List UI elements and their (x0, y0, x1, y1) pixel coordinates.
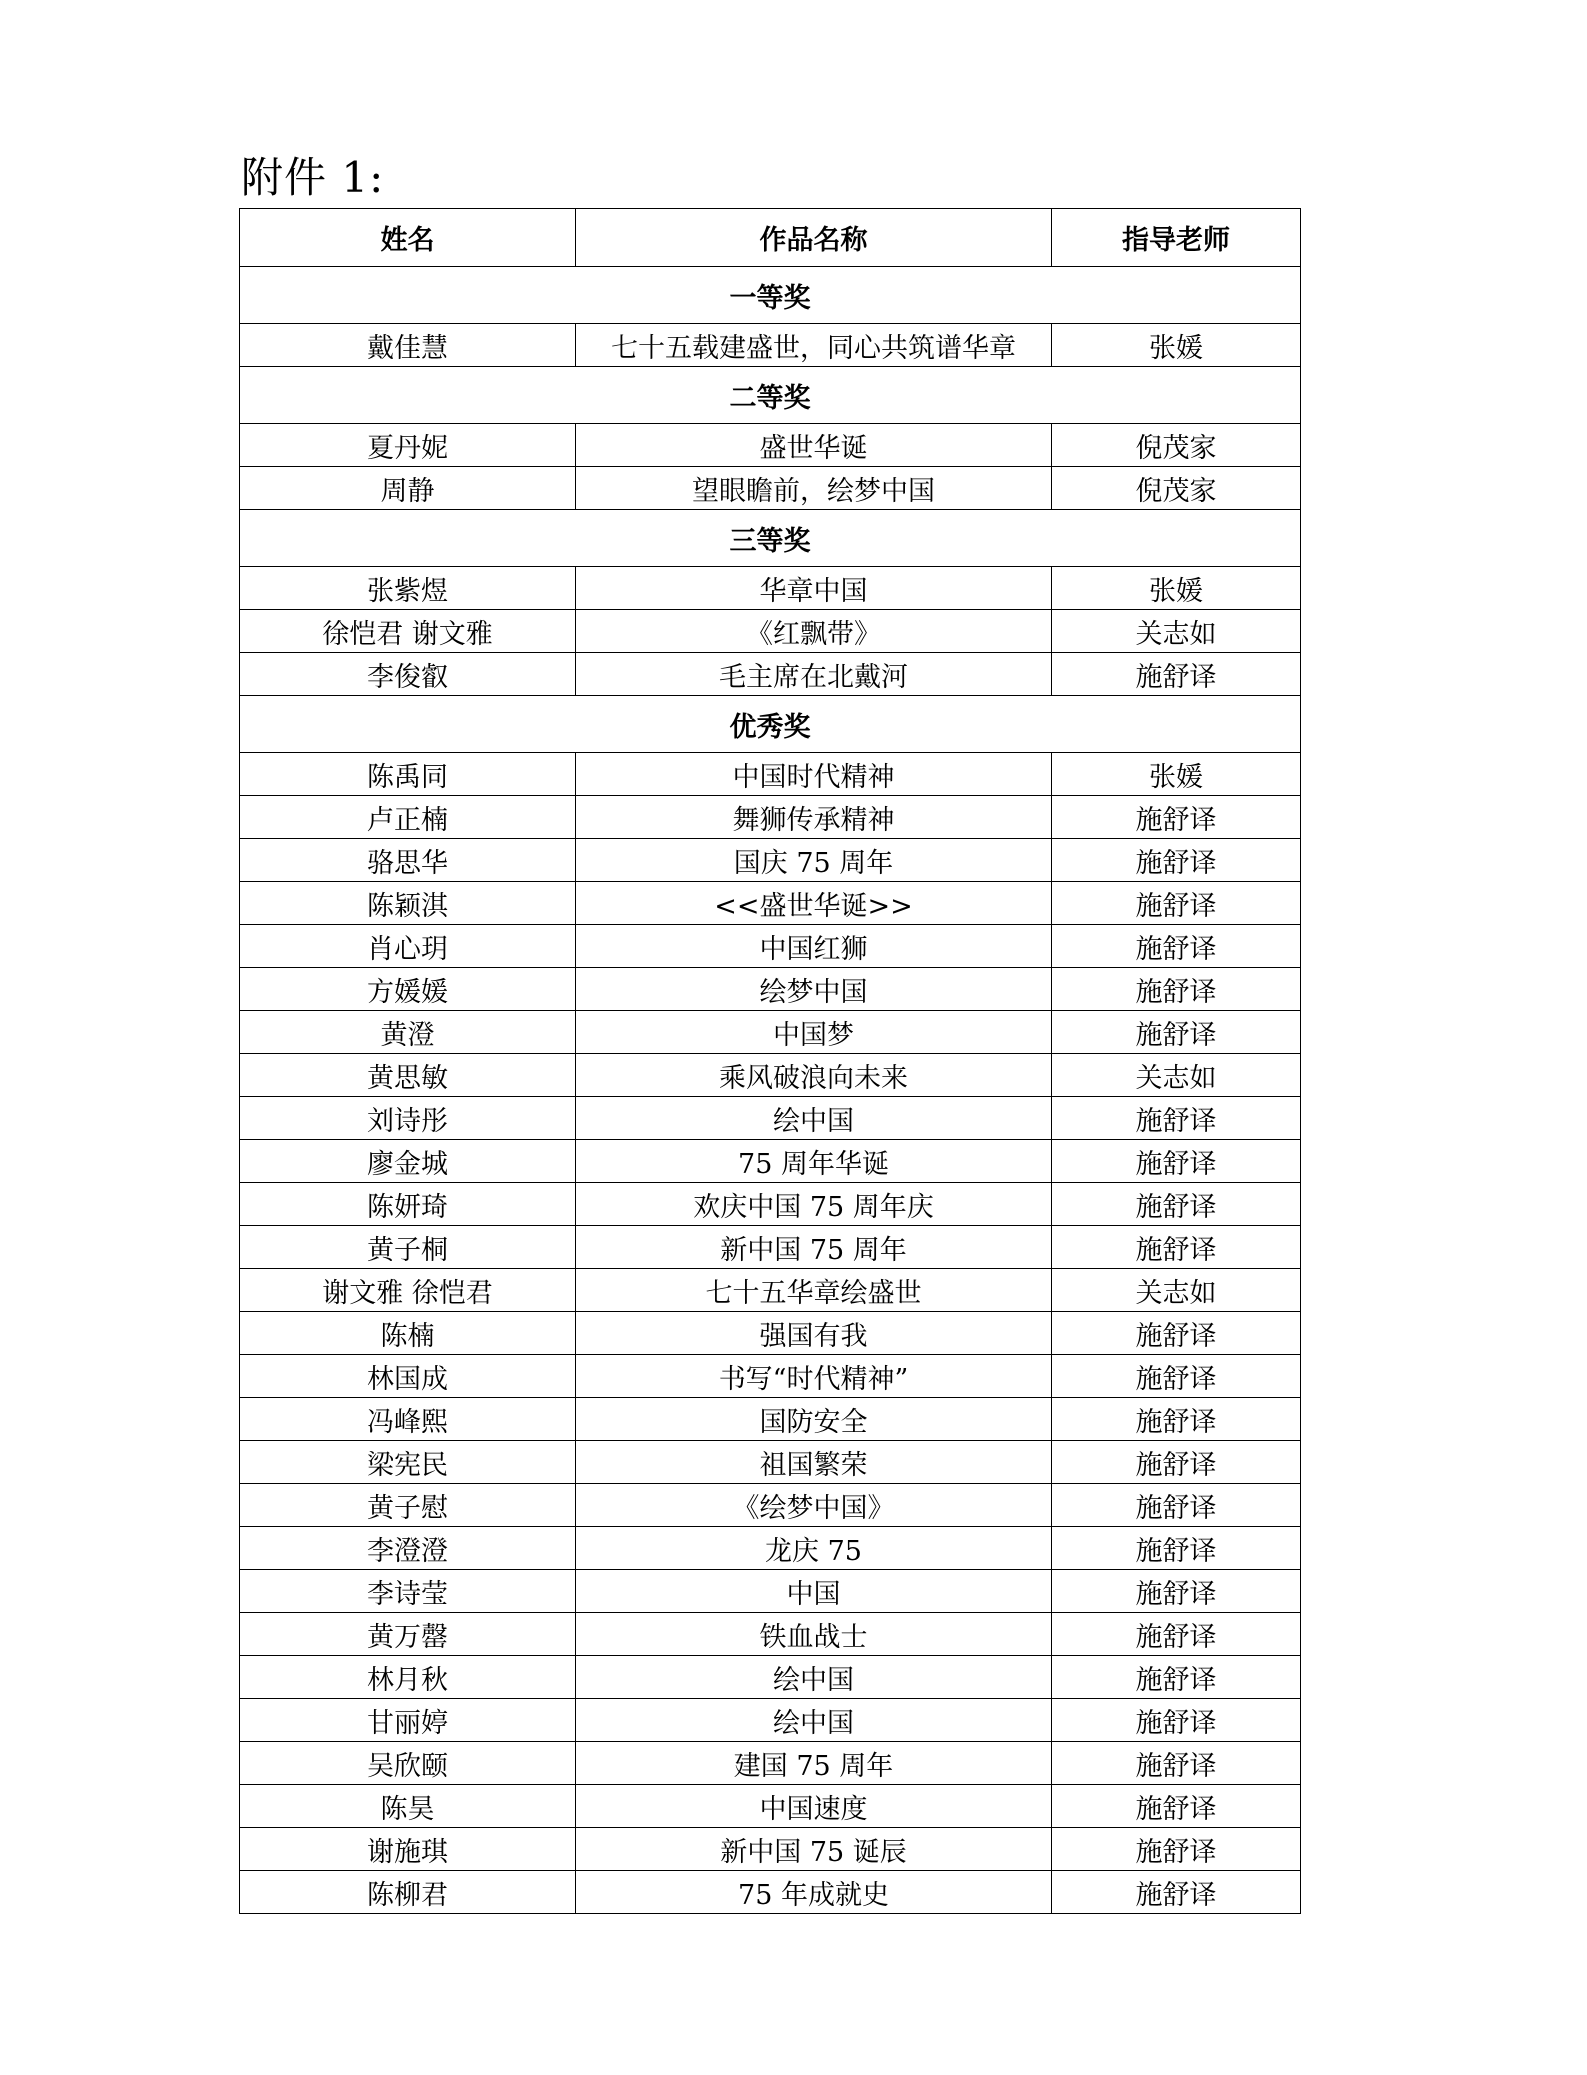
student-name-cell: 夏丹妮 (240, 424, 576, 467)
work-title-cell: 毛主席在北戴河 (576, 653, 1052, 696)
teacher-name-cell: 施舒译 (1052, 1312, 1301, 1355)
table-row (240, 1140, 1301, 1183)
teacher-name-cell: 施舒译 (1052, 1613, 1301, 1656)
student-name-cell: 周静 (240, 467, 576, 510)
column-header-work: 作品名称 (576, 209, 1052, 267)
student-name-cell: 刘诗彤 (240, 1097, 576, 1140)
table-row (240, 424, 1301, 467)
column-header-name: 姓名 (240, 209, 576, 267)
column-header-teacher: 指导老师 (1052, 209, 1301, 267)
student-name-cell: 谢文雅 徐恺君 (240, 1269, 576, 1312)
award-category-label: 一等奖 (240, 267, 1301, 324)
table-row (240, 610, 1301, 653)
table-row (240, 1226, 1301, 1269)
teacher-name-cell: 施舒译 (1052, 1355, 1301, 1398)
work-title-cell: 中国时代精神 (576, 753, 1052, 796)
student-name-cell: 陈柳君 (240, 1871, 576, 1914)
work-title-cell: <<盛世华诞>> (576, 882, 1052, 925)
work-title-cell: 华章中国 (576, 567, 1052, 610)
teacher-name-cell: 张媛 (1052, 567, 1301, 610)
student-name-cell: 李诗莹 (240, 1570, 576, 1613)
table-row (240, 1441, 1301, 1484)
student-name-cell: 黄澄 (240, 1011, 576, 1054)
student-name-cell: 吴欣颐 (240, 1742, 576, 1785)
student-name-cell: 黄万罄 (240, 1613, 576, 1656)
category-row (240, 696, 1301, 753)
teacher-name-cell: 施舒译 (1052, 1484, 1301, 1527)
student-name-cell: 梁宪民 (240, 1441, 576, 1484)
work-title-cell: 祖国繁荣 (576, 1441, 1052, 1484)
teacher-name-cell: 倪茂家 (1052, 467, 1301, 510)
table-row (240, 1527, 1301, 1570)
student-name-cell: 林月秋 (240, 1656, 576, 1699)
teacher-name-cell: 关志如 (1052, 1269, 1301, 1312)
work-title-cell: 中国红狮 (576, 925, 1052, 968)
table-row (240, 1656, 1301, 1699)
work-title-cell: 《红飘带》 (576, 610, 1052, 653)
work-title-cell: 新中国 75 周年 (576, 1226, 1052, 1269)
work-title-cell: 望眼瞻前，绘梦中国 (576, 467, 1052, 510)
work-title-cell: 绘中国 (576, 1656, 1052, 1699)
table-row (240, 1613, 1301, 1656)
table-row (240, 1011, 1301, 1054)
award-table (239, 208, 1301, 1914)
teacher-name-cell: 施舒译 (1052, 1828, 1301, 1871)
student-name-cell: 陈禹同 (240, 753, 576, 796)
teacher-name-cell: 施舒译 (1052, 1441, 1301, 1484)
table-row (240, 968, 1301, 1011)
table-row (240, 1828, 1301, 1871)
category-row (240, 367, 1301, 424)
award-category-label: 优秀奖 (240, 696, 1301, 753)
teacher-name-cell: 施舒译 (1052, 1097, 1301, 1140)
table-row (240, 753, 1301, 796)
student-name-cell: 陈颖淇 (240, 882, 576, 925)
table-row (240, 567, 1301, 610)
work-title-cell: 国庆 75 周年 (576, 839, 1052, 882)
student-name-cell: 方媛媛 (240, 968, 576, 1011)
work-title-cell: 75 周年华诞 (576, 1140, 1052, 1183)
table-row (240, 925, 1301, 968)
table-row (240, 1312, 1301, 1355)
work-title-cell: 新中国 75 诞辰 (576, 1828, 1052, 1871)
work-title-cell: 绘中国 (576, 1097, 1052, 1140)
work-title-cell: 舞狮传承精神 (576, 796, 1052, 839)
table-row (240, 796, 1301, 839)
table-row (240, 324, 1301, 367)
work-title-cell: 盛世华诞 (576, 424, 1052, 467)
teacher-name-cell: 施舒译 (1052, 653, 1301, 696)
student-name-cell: 冯峰熙 (240, 1398, 576, 1441)
table-row (240, 1742, 1301, 1785)
student-name-cell: 廖金城 (240, 1140, 576, 1183)
work-title-cell: 龙庆 75 (576, 1527, 1052, 1570)
table-row (240, 1785, 1301, 1828)
teacher-name-cell: 施舒译 (1052, 1140, 1301, 1183)
table-row (240, 1054, 1301, 1097)
teacher-name-cell: 关志如 (1052, 610, 1301, 653)
work-title-cell: 铁血战士 (576, 1613, 1052, 1656)
teacher-name-cell: 施舒译 (1052, 882, 1301, 925)
teacher-name-cell: 施舒译 (1052, 1011, 1301, 1054)
teacher-name-cell: 倪茂家 (1052, 424, 1301, 467)
student-name-cell: 戴佳慧 (240, 324, 576, 367)
teacher-name-cell: 施舒译 (1052, 1570, 1301, 1613)
table-row (240, 1269, 1301, 1312)
student-name-cell: 黄子桐 (240, 1226, 576, 1269)
table-row (240, 882, 1301, 925)
table-row (240, 1183, 1301, 1226)
table-row (240, 1484, 1301, 1527)
student-name-cell: 陈妍琦 (240, 1183, 576, 1226)
work-title-cell: 书写“时代精神” (576, 1355, 1052, 1398)
work-title-cell: 乘风破浪向未来 (576, 1054, 1052, 1097)
teacher-name-cell: 施舒译 (1052, 839, 1301, 882)
teacher-name-cell: 施舒译 (1052, 968, 1301, 1011)
table-header-row (240, 209, 1301, 267)
teacher-name-cell: 张媛 (1052, 753, 1301, 796)
work-title-cell: 欢庆中国 75 周年庆 (576, 1183, 1052, 1226)
work-title-cell: 绘梦中国 (576, 968, 1052, 1011)
teacher-name-cell: 施舒译 (1052, 1226, 1301, 1269)
student-name-cell: 张紫煜 (240, 567, 576, 610)
table-row (240, 1097, 1301, 1140)
teacher-name-cell: 关志如 (1052, 1054, 1301, 1097)
table-row (240, 467, 1301, 510)
teacher-name-cell: 施舒译 (1052, 1398, 1301, 1441)
student-name-cell: 甘丽婷 (240, 1699, 576, 1742)
work-title-cell: 《绘梦中国》 (576, 1484, 1052, 1527)
document-title: 附件 1: (241, 153, 385, 202)
student-name-cell: 陈楠 (240, 1312, 576, 1355)
table-row (240, 1398, 1301, 1441)
table-row (240, 1699, 1301, 1742)
table-body (240, 267, 1301, 1914)
student-name-cell: 李澄澄 (240, 1527, 576, 1570)
work-title-cell: 强国有我 (576, 1312, 1052, 1355)
student-name-cell: 黄子慰 (240, 1484, 576, 1527)
teacher-name-cell: 施舒译 (1052, 1742, 1301, 1785)
work-title-cell: 七十五载建盛世，同心共筑谱华章 (576, 324, 1052, 367)
category-row (240, 267, 1301, 324)
work-title-cell: 绘中国 (576, 1699, 1052, 1742)
table-row (240, 653, 1301, 696)
student-name-cell: 徐恺君 谢文雅 (240, 610, 576, 653)
student-name-cell: 肖心玥 (240, 925, 576, 968)
table-row (240, 839, 1301, 882)
teacher-name-cell: 施舒译 (1052, 1785, 1301, 1828)
teacher-name-cell: 施舒译 (1052, 796, 1301, 839)
award-category-label: 二等奖 (240, 367, 1301, 424)
student-name-cell: 李俊叡 (240, 653, 576, 696)
student-name-cell: 陈昊 (240, 1785, 576, 1828)
teacher-name-cell: 施舒译 (1052, 1183, 1301, 1226)
work-title-cell: 中国速度 (576, 1785, 1052, 1828)
table-row (240, 1355, 1301, 1398)
work-title-cell: 中国 (576, 1570, 1052, 1613)
student-name-cell: 黄思敏 (240, 1054, 576, 1097)
teacher-name-cell: 施舒译 (1052, 1656, 1301, 1699)
student-name-cell: 谢施琪 (240, 1828, 576, 1871)
teacher-name-cell: 施舒译 (1052, 1699, 1301, 1742)
teacher-name-cell: 施舒译 (1052, 925, 1301, 968)
table-row (240, 1871, 1301, 1914)
student-name-cell: 卢正楠 (240, 796, 576, 839)
teacher-name-cell: 施舒译 (1052, 1527, 1301, 1570)
table-row (240, 1570, 1301, 1613)
teacher-name-cell: 张媛 (1052, 324, 1301, 367)
teacher-name-cell: 施舒译 (1052, 1871, 1301, 1914)
work-title-cell: 建国 75 周年 (576, 1742, 1052, 1785)
work-title-cell: 75 年成就史 (576, 1871, 1052, 1914)
student-name-cell: 林国成 (240, 1355, 576, 1398)
work-title-cell: 国防安全 (576, 1398, 1052, 1441)
work-title-cell: 中国梦 (576, 1011, 1052, 1054)
work-title-cell: 七十五华章绘盛世 (576, 1269, 1052, 1312)
category-row (240, 510, 1301, 567)
student-name-cell: 骆思华 (240, 839, 576, 882)
award-category-label: 三等奖 (240, 510, 1301, 567)
